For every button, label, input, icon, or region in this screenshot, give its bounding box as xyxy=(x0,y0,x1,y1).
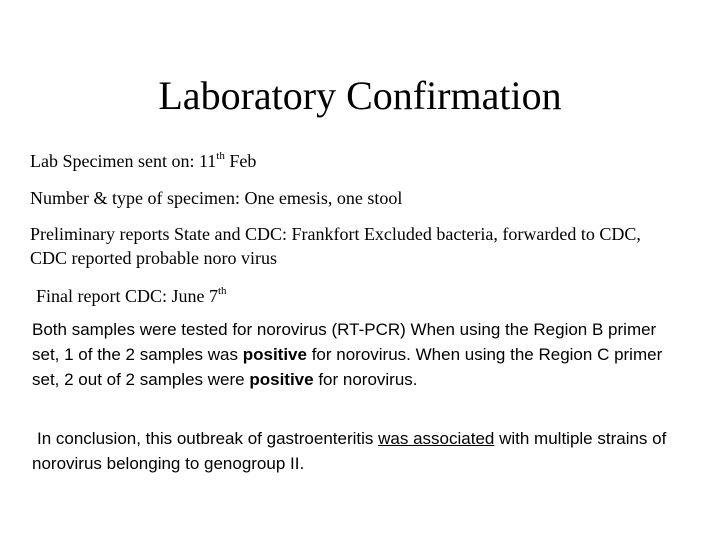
results-positive-2: positive xyxy=(249,370,314,389)
results-text-1: Both samples were tested for norovirus (RT-PCR) When using the Region B primer set, 1 of the 2 samples was xyxy=(32,320,657,364)
specimen-type-line: Number & type of specimen: One emesis, one stool xyxy=(30,188,403,208)
conclusion-paragraph xyxy=(32,426,687,476)
results-positive-1: positive xyxy=(242,345,307,364)
final-report-ordinal: th xyxy=(218,285,227,297)
results-paragraph xyxy=(32,317,687,392)
conclusion-text-2: with multiple strains of norovirus belonging to genogroup II. xyxy=(32,429,667,473)
slide-title: Laboratory Confirmation xyxy=(158,73,562,118)
conclusion-text-1: In conclusion, this outbreak of gastroenteritis xyxy=(37,429,379,448)
final-report-line xyxy=(36,284,227,308)
preliminary-report-line: Preliminary reports State and CDC: Frankfort Excluded bacteria, forwarded to CDC, CDC reported probable noro virus xyxy=(30,224,641,268)
conclusion-underlined: was associated xyxy=(378,429,495,448)
lab-specimen-label: Lab Specimen sent on: 11 xyxy=(30,151,217,171)
lab-specimen-month: Feb xyxy=(224,151,257,171)
results-text-2: for norovirus. When using the Region C primer set, 2 out of 2 samples were xyxy=(32,345,663,389)
lab-specimen-ordinal: th xyxy=(216,150,225,162)
lab-specimen-line xyxy=(30,149,256,173)
results-text-3: for norovirus. xyxy=(313,370,418,389)
final-report-label: Final report CDC: June 7 xyxy=(36,286,218,306)
